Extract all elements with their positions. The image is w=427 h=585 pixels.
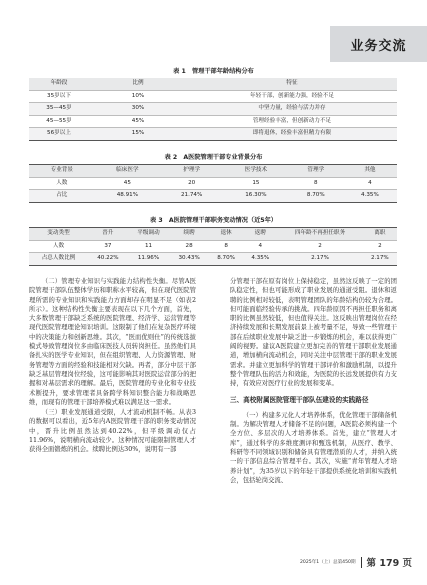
table-cell: 2	[363, 240, 397, 253]
table-cell: 16.30%	[223, 190, 289, 203]
table-cell: 4.35%	[243, 253, 277, 266]
table-cell: 变动类型	[29, 228, 88, 241]
table-cell: 2.17%	[277, 253, 362, 266]
table-cell: 2.17%	[363, 253, 397, 266]
table-cell: 特征	[187, 78, 397, 90]
table-cell: 晋升	[88, 228, 128, 241]
table-cell: 返聘	[243, 228, 277, 241]
table-cell: 管理经验丰富，但创新动力不足	[187, 115, 397, 128]
table-cell: 35岁以下	[29, 90, 89, 103]
table-cell: 8	[289, 177, 343, 190]
table-cell: 28	[169, 240, 209, 253]
table-cell: 10%	[89, 90, 187, 103]
right-paragraph-continuation: 分管理干部在原有岗位上保持稳定，虽然这反映了一定的团队稳定性，但也可能形成了职业发展的通道受阻。退休和返聘的比例相对较低，表明管理团队的年龄结构仍较为合理。但可能面临经验传承的挑战。四年龄原因不再担任职务和离职的比例虽然较低，但也值得关注。这反映出管理岗位在经济持续发展和长期发展前景上被考量不足，导致一些管理干部在后续职业发展中缺乏进一步锻炼的机会，难以获得更广阔的视野。建议A医院建立更加完善的管理干部职业发展通道，增加横向流动机会，同时关注中层管理干部的职业发展需求。并建立更加科学的管理干部评价和激励机制，以提升整个管理队伍的活力和效能，为医院的长远发展提供有力支持，有效应对医疗行业的发展和变革。	[230, 278, 397, 388]
table-cell: 15	[223, 177, 289, 190]
table-cell: 即将退休，经验丰富但精力有限	[187, 128, 397, 141]
table-cell: 35—45岁	[29, 103, 89, 116]
table-header-row	[29, 165, 397, 178]
table-row	[29, 177, 397, 190]
table-row	[29, 103, 397, 116]
table-row	[29, 240, 397, 253]
table-cell: 30%	[89, 103, 187, 116]
section-title: 业务交流	[350, 38, 407, 54]
table-cell: 离职	[363, 228, 397, 241]
table-cell: 医学技术	[223, 165, 289, 178]
section-heading: 三、高校附属医院管理干部队伍建设的实践路径	[230, 395, 369, 404]
body-text-right-column	[230, 277, 397, 486]
issue-label: 2025年1（上）总第450期	[300, 560, 356, 565]
table-cell: 11.96%	[128, 253, 169, 266]
left-paragraph: （三）职业发展通道受限，人才流动机制不畅。从表3的数据可以看出，近5年内A医院管理干部的职务变动情况中，晋升比例虽然达到40.22%，但平级调动仅占11.96%，说明横向流动较少。这种情况可能限制管理人才获得全面锻炼的机会。续聘比例达30%，说明有一部	[29, 409, 196, 454]
table-cell: 37	[88, 240, 128, 253]
table-row	[29, 115, 397, 128]
table-cell: 30.43%	[169, 253, 209, 266]
table-cell: 临床医学	[95, 165, 161, 178]
table-cell: 45—55岁	[29, 115, 89, 128]
table-cell: 8.70%	[209, 253, 243, 266]
table-row	[29, 128, 397, 141]
section-header-band	[330, 26, 427, 62]
table-cell: 2	[277, 240, 362, 253]
table-cell: 人数	[29, 240, 88, 253]
table-cell: 年轻干部，创新能力强，经验不足	[187, 90, 397, 103]
table-cell: 48.91%	[95, 190, 161, 203]
table-cell: 比例	[89, 78, 187, 90]
table-cell: 20	[160, 177, 223, 190]
table-cell: 人数	[29, 177, 95, 190]
table-cell: 管理学	[289, 165, 343, 178]
table2	[29, 164, 397, 203]
table-cell: 15%	[89, 128, 187, 141]
table-cell: 护理学	[160, 165, 223, 178]
table-cell: 4	[243, 240, 277, 253]
body-text-left-column	[29, 277, 196, 456]
table-cell: 年龄段	[29, 78, 89, 90]
table2-title: 表 2 A医院管理干部专业背景分布	[164, 154, 263, 161]
table3	[29, 227, 397, 266]
table-cell: 45%	[89, 115, 187, 128]
footer-divider	[361, 557, 362, 568]
table-cell: 8	[209, 240, 243, 253]
table1	[29, 78, 397, 141]
table-cell: 40.22%	[88, 253, 128, 266]
table-cell: 平级调动	[128, 228, 169, 241]
page-footer	[300, 555, 412, 569]
page-number: 第 179 页	[366, 558, 412, 569]
table-cell: 56岁以上	[29, 128, 89, 141]
table-cell: 中坚力量，经验与活力并存	[187, 103, 397, 116]
table-header-row	[29, 78, 397, 90]
right-paragraph: （一）构建多元化人才培养体系，优化管理干部储备机制。为解决管理人才储备不足的问题，A医院必须构建一个全方位、多层次的人才培养体系。首先，建立“管理人才库”，通过科学的多维度测评和甄选机制，从医疗、教学、科研等不同领域识别和储备具有管理潜质的人才，并纳入统一的干部信息综合管理平台。其次，实施“青年管理人才培养计划”，为35岁以下的年轻干部提供系统化培训和实践机会，包括轮岗交流、	[230, 411, 397, 484]
table-cell: 专业背景	[29, 165, 95, 178]
table-cell: 占总人数比例	[29, 253, 88, 266]
left-paragraph: （二）管理专业知识与实践能力结构性失衡。尽管A医院管理干部队伍整体学历和职称水平较高，但在现代医院管理所需的专业知识和实践能力方面却存在明显不足（如表2所示）。这种结构性失衡主要表现在以下几个方面，首先，大多数管理干部缺乏系统的医院管理、经济学、运营管理等现代医院管理理论知识培训。这限制了他们在复杂医疗环境中的决策能力和创新思维。其次，“医而优则仕”的传统选拔模式导致管理岗位多由临床医技人员转岗担任。虽然他们具备扎实的医学专业知识，但在组织管理、人力资源管理、财务管理等方面的经验和技能相对欠缺。再者，部分中层干部缺乏基层管理岗位经验，这可能影响其对医院运营部分的把握和对基层需求的理解。最后，医院管理的专业化和专业技术断提升，要求管理者具备跨学科知识整合能力和战略思维，而现有的管理干部培养模式难以满足这一需求。	[29, 278, 196, 406]
table-cell: 续聘	[169, 228, 209, 241]
table-cell: 8.70%	[289, 190, 343, 203]
table-cell: 其他	[343, 165, 397, 178]
table-cell: 11	[128, 240, 169, 253]
table-row	[29, 253, 397, 266]
table-cell: 21.74%	[160, 190, 223, 203]
table-cell: 退休	[209, 228, 243, 241]
table-cell: 四年龄不再担任职务	[277, 228, 362, 241]
table-cell: 4.35%	[343, 190, 397, 203]
table-row	[29, 90, 397, 103]
table3-title: 表 3 A医院管理干部职务变动情况（近5年）	[150, 217, 277, 224]
table-cell: 45	[95, 177, 161, 190]
table1-title: 表 1 管理干部年龄结构分布	[173, 68, 254, 75]
table-cell: 占比	[29, 190, 95, 203]
table-row	[29, 190, 397, 203]
table-cell: 4	[343, 177, 397, 190]
table-header-row	[29, 228, 397, 241]
